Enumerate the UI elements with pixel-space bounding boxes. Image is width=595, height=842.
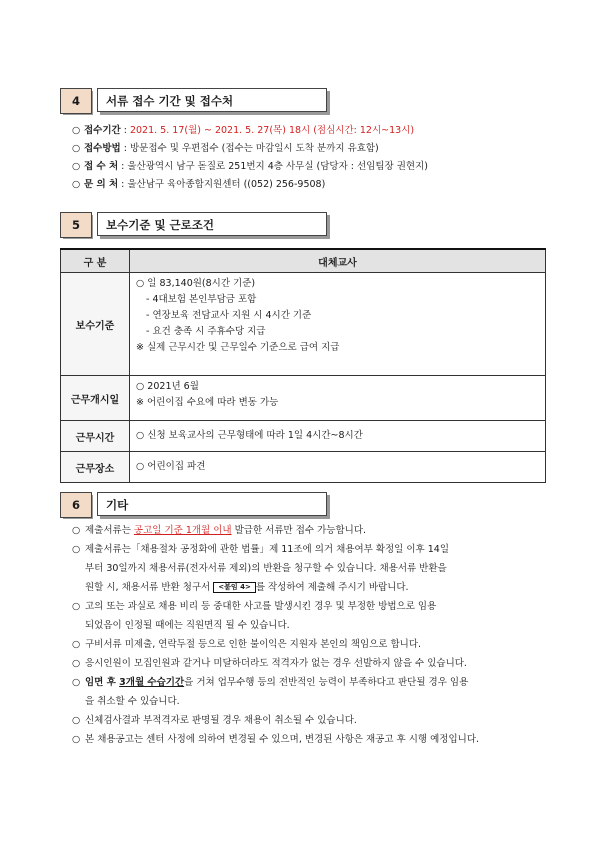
notice-item-8: ○ 본 채용공고는 센터 사정에 의하여 변경될 수 있으며, 변경된 사항은 재공고 후 시행 예정입니다. — [72, 734, 480, 745]
notice-item-7: ○ 신체검사결과 부적격자로 판명될 경우 채용이 취소될 수 있습니다. — [72, 715, 357, 726]
notice-item-6: ○ 임면 후 3개월 수습기간을 거쳐 업무수행 등의 전반적인 능력이 부족하다고 판단될 경우 임용 을 취소할 수 있습니다. — [72, 677, 469, 707]
col-header-substitute-teacher: 대체교사 — [130, 249, 546, 273]
section-5-number: 5 — [60, 212, 92, 238]
row-label-place: 근무장소 — [61, 452, 130, 483]
section-4-item-method: ○ 접수방법 : 방문접수 및 우편접수 (접수는 마감일시 도착 분까지 유효함) — [72, 143, 379, 154]
section-5-title: 보수기준 및 근로조건 — [97, 212, 327, 236]
section-4-item-location: ○ 접 수 처 : 울산광역시 남구 돋질로 251번지 4층 사무실 (담당자 : 선임팀장 권현지) — [72, 161, 428, 172]
work-conditions-table — [60, 248, 546, 483]
row-value-hours: ○ 신청 보육교사의 근무형태에 따라 1일 4시간~8시간 — [130, 421, 546, 452]
section-4-number: 4 — [60, 88, 92, 114]
notice-item-2: ○ 제출서류는「채용절차 공정화에 관한 법률」제 11조에 의거 채용여부 확정일 이후 14일 부터 30일까지 채용서류(전자서류 제외)의 반환을 청구할 수 있습니다. 채용서류 반환을 원할 시, 채용서류 반환 청구서 <붙임 4> 를 작성하여 제출해 주시기 바랍니다. — [72, 544, 450, 593]
notice-item-4: ○ 구비서류 미제출, 연락두절 등으로 인한 불이익은 지원자 본인의 책임으로 합니다. — [72, 639, 422, 650]
row-label-hours: 근무시간 — [61, 421, 130, 452]
row-value-place: ○ 어린이집 파견 — [130, 452, 546, 483]
section-4-title: 서류 접수 기간 및 접수처 — [97, 88, 327, 112]
table-row-hours — [61, 421, 546, 452]
col-header-category: 구 분 — [61, 249, 130, 273]
table-row-start — [61, 376, 546, 421]
section-6-title: 기타 — [97, 492, 327, 516]
row-label-start: 근무개시일 — [61, 376, 130, 421]
notice-item-1: ○ 제출서류는 공고일 기준 1개월 이내 발급한 서류만 접수 가능합니다. — [72, 525, 367, 536]
section-4-item-period: ○ 접수기간 : 2021. 5. 17(월) ~ 2021. 5. 27(목) 18시 (점심시간: 12시~13시) — [72, 125, 415, 136]
table-row-pay — [61, 273, 546, 376]
attachment-4-tag: <붙임 4> — [213, 582, 256, 593]
section-4-item-contact: ○ 문 의 처 : 울산남구 육아종합지원센터 ((052) 256-9508) — [72, 179, 326, 190]
row-label-pay: 보수기준 — [61, 273, 130, 376]
notice-item-3: ○ 고의 또는 과실로 채용 비리 등 중대한 사고를 발생시킨 경우 및 부정한 방법으로 임용 되었음이 인정될 때에는 직원면직 될 수 있습니다. — [72, 601, 437, 631]
section-6-number: 6 — [60, 492, 92, 518]
notice-item-5: ○ 응시인원이 모집인원과 같거나 미달하더라도 적격자가 없는 경우 선발하지 않을 수 있습니다. — [72, 658, 467, 669]
row-value-start: ○ 2021년 6월 ※ 어린이집 수요에 따라 변동 가능 — [130, 376, 546, 421]
row-value-pay: ○ 일 83,140원(8시간 기준) - 4대보험 본인부담금 포함 - 연장보육 전담교사 지원 시 4시간 기준 - 요건 충족 시 주휴수당 지급 ※ 실제 근무시간 및 근무일수 기준으로 급여 지급 — [130, 273, 546, 376]
table-row-place — [61, 452, 546, 483]
